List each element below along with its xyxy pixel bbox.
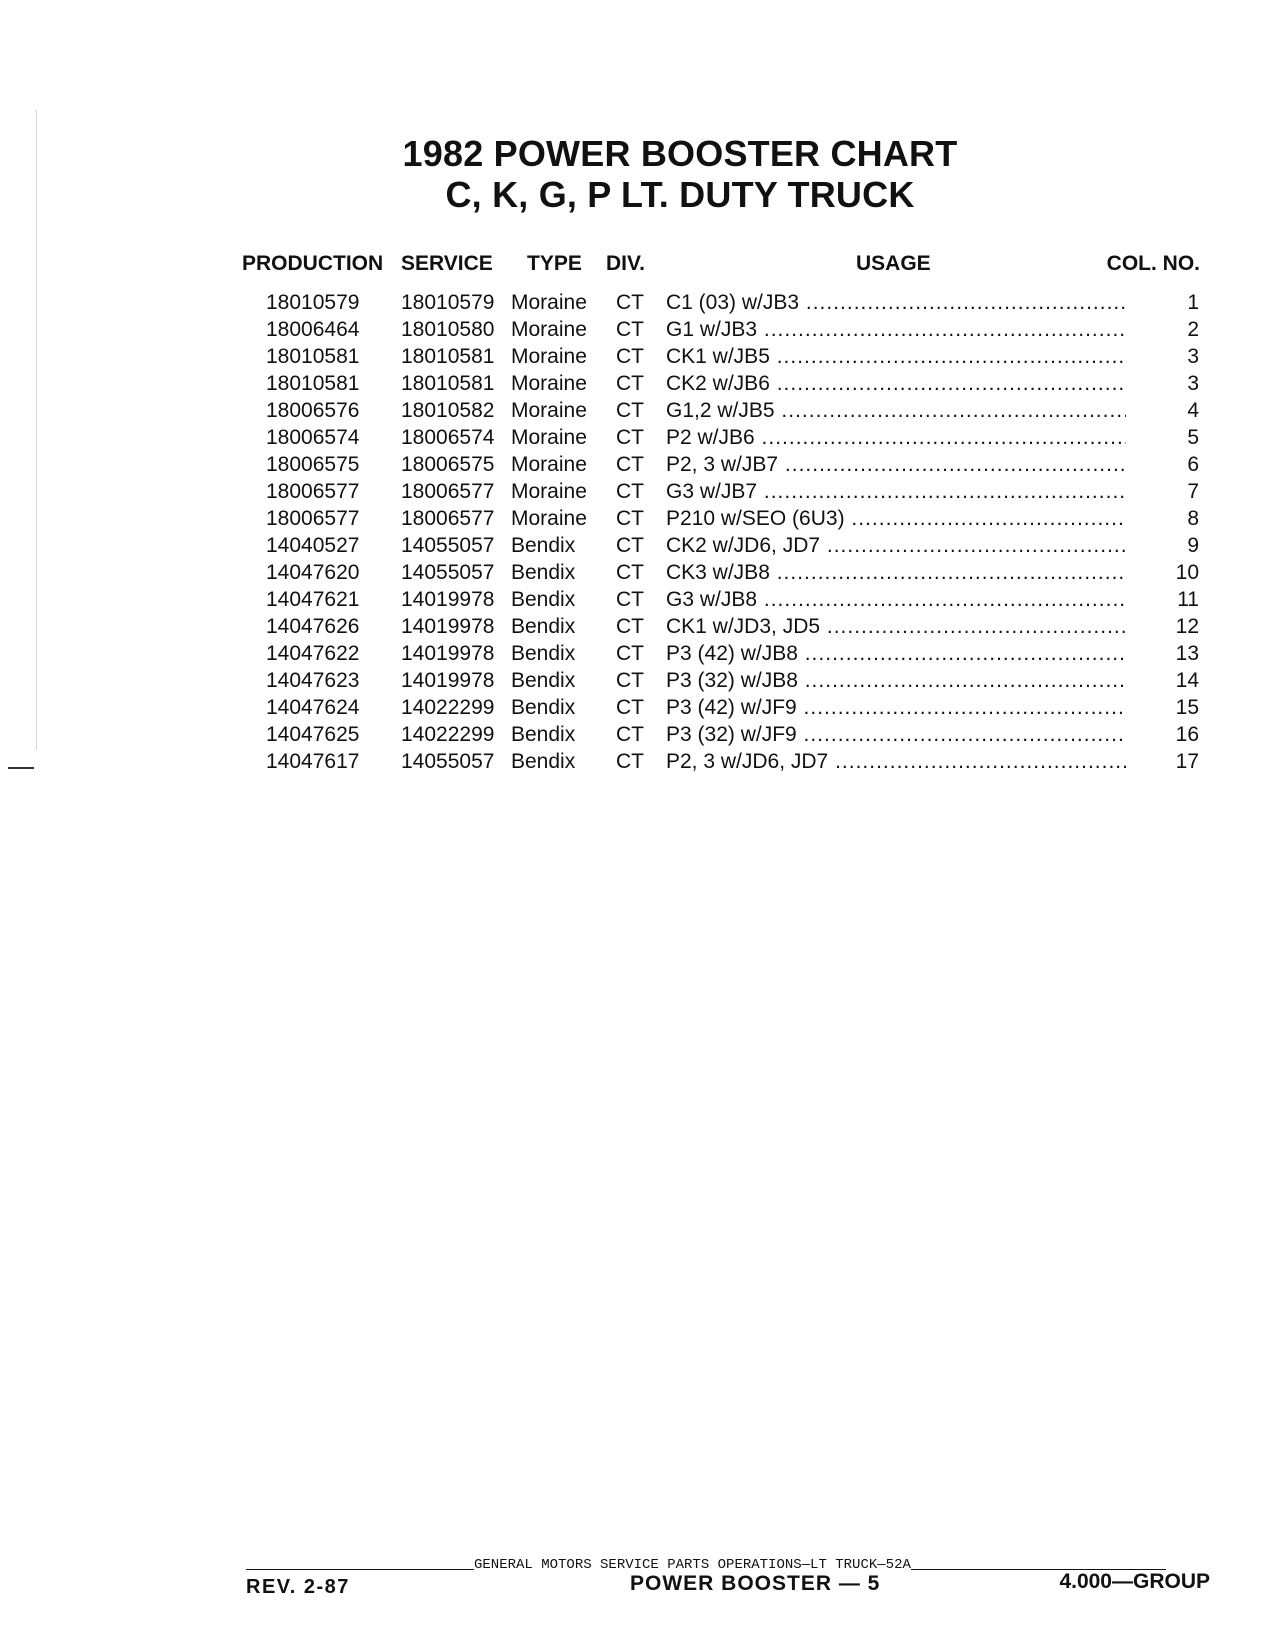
cell-usage: C1 (03) w/JB3 ..... [666,289,1126,316]
cell-service: 18006575 [401,453,495,476]
cell-production: 18010581 [266,372,360,395]
page-subtitle: C, K, G, P LT. DUTY TRUCK [445,174,915,215]
table-row [0,478,1280,505]
cell-usage: CK2 w/JB6 ..... [666,370,1126,397]
footer-section-title: POWER BOOSTER — 5 [630,1572,881,1595]
page-title: 1982 POWER BOOSTER CHART [402,133,958,174]
footer-publisher: GENERAL MOTORS SERVICE PARTS OPERATIONS—LT TRUCK—52A [474,1557,911,1573]
cell-div: CT [616,534,644,557]
cell-div: CT [616,507,644,530]
cell-div: CT [616,291,644,314]
cell-type: Moraine [511,507,587,530]
cell-col-no: 13 [1175,642,1199,665]
cell-col-no: 12 [1175,615,1199,638]
cell-div: CT [616,696,644,719]
cell-usage: P3 (42) w/JB8 ..... [666,640,1126,667]
cell-service: 14055057 [401,534,495,557]
cell-type: Moraine [511,318,587,341]
table-row [0,289,1280,316]
table-row [0,667,1280,694]
cell-service: 14019978 [401,642,495,665]
cell-col-no: 4 [1187,399,1199,422]
header-production: PRODUCTION [242,252,384,275]
header-type: TYPE [527,252,582,275]
cell-service: 18006577 [401,507,495,530]
table-row [0,316,1280,343]
cell-service: 18006574 [401,426,495,449]
cell-col-no: 16 [1175,723,1199,746]
cell-production: 18006577 [266,507,360,530]
cell-service: 18010579 [401,291,495,314]
cell-type: Moraine [511,453,587,476]
cell-type: Bendix [511,750,576,773]
cell-type: Moraine [511,399,587,422]
cell-production: 18006464 [266,318,360,341]
cell-production: 14047622 [266,642,360,665]
cell-production: 14047621 [266,588,360,611]
header-service: SERVICE [401,252,493,275]
cell-usage: P2, 3 w/JB7 ..... [666,451,1126,478]
header-div: DIV. [606,252,645,275]
cell-usage: G1 w/JB3 ..... [666,316,1126,343]
cell-div: CT [616,345,644,368]
cell-col-no: 14 [1175,669,1199,692]
footer-revision: REV. 2-87 [246,1576,350,1598]
table-row [0,505,1280,532]
cell-production: 14047624 [266,696,360,719]
cell-type: Moraine [511,291,587,314]
cell-type: Moraine [511,480,587,503]
cell-div: CT [616,372,644,395]
cell-usage: P3 (32) w/JF9 ..... [666,721,1126,748]
cell-production: 14047620 [266,561,360,584]
cell-usage: P210 w/SEO (6U3) ..... [666,505,1126,532]
cell-service: 18010581 [401,345,495,368]
table-row [0,748,1280,775]
cell-col-no: 17 [1175,750,1199,773]
cell-usage: G3 w/JB8 ..... [666,586,1126,613]
cell-production: 18006576 [266,399,360,422]
cell-usage: P3 (42) w/JF9 ..... [666,694,1126,721]
cell-col-no: 9 [1187,534,1199,557]
cell-production: 14047625 [266,723,360,746]
cell-production: 14047623 [266,669,360,692]
table-row [0,397,1280,424]
cell-usage: P3 (32) w/JB8 ..... [666,667,1126,694]
cell-type: Moraine [511,426,587,449]
cell-col-no: 8 [1187,507,1199,530]
cell-service: 18006577 [401,480,495,503]
cell-div: CT [616,669,644,692]
cell-production: 14047617 [266,750,360,773]
cell-usage: CK1 w/JB5 ..... [666,343,1126,370]
cell-production: 18006577 [266,480,360,503]
cell-service: 14022299 [401,696,495,719]
table-row [0,343,1280,370]
cell-usage: P2, 3 w/JD6, JD7 ..... [666,748,1126,775]
cell-production: 18006575 [266,453,360,476]
cell-type: Bendix [511,588,576,611]
cell-service: 14055057 [401,750,495,773]
cell-service: 14055057 [401,561,495,584]
header-col-no: COL. NO. [1106,252,1200,275]
cell-div: CT [616,642,644,665]
cell-col-no: 11 [1177,588,1199,611]
header-usage: USAGE [856,252,931,275]
cell-production: 14047626 [266,615,360,638]
cell-production: 18010579 [266,291,360,314]
cell-div: CT [616,480,644,503]
cell-type: Moraine [511,345,587,368]
cell-div: CT [616,426,644,449]
cell-col-no: 15 [1175,696,1199,719]
cell-div: CT [616,588,644,611]
cell-service: 14019978 [401,669,495,692]
cell-usage: G1,2 w/JB5 ..... [666,397,1126,424]
cell-div: CT [616,615,644,638]
cell-col-no: 1 [1187,291,1199,314]
cell-service: 18010582 [401,399,495,422]
cell-usage: CK2 w/JD6, JD7 ..... [666,532,1126,559]
cell-production: 14040527 [266,534,360,557]
cell-col-no: 10 [1175,561,1199,584]
table-row [0,424,1280,451]
booster-table [0,289,1280,775]
cell-service: 18010581 [401,372,495,395]
cell-usage: CK3 w/JB8 ..... [666,559,1126,586]
table-row [0,721,1280,748]
cell-col-no: 3 [1187,372,1199,395]
cell-col-no: 5 [1187,426,1199,449]
table-row [0,532,1280,559]
table-row [0,451,1280,478]
table-row [0,613,1280,640]
cell-service: 14022299 [401,723,495,746]
cell-div: CT [616,723,644,746]
cell-type: Bendix [511,642,576,665]
cell-type: Bendix [511,534,576,557]
cell-col-no: 6 [1187,453,1199,476]
cell-div: CT [616,453,644,476]
cell-div: CT [616,750,644,773]
table-row [0,559,1280,586]
cell-usage: P2 w/JB6 ..... [666,424,1126,451]
footer-group: 4.000—GROUP [1059,1570,1210,1593]
cell-type: Bendix [511,723,576,746]
cell-production: 18010581 [266,345,360,368]
table-row [0,694,1280,721]
cell-service: 18010580 [401,318,495,341]
cell-service: 14019978 [401,588,495,611]
cell-col-no: 7 [1187,480,1199,503]
cell-service: 14019978 [401,615,495,638]
cell-type: Bendix [511,696,576,719]
cell-usage: CK1 w/JD3, JD5 ..... [666,613,1126,640]
cell-col-no: 2 [1187,318,1199,341]
cell-type: Bendix [511,561,576,584]
cell-usage: G3 w/JB7 ..... [666,478,1126,505]
cell-type: Bendix [511,615,576,638]
cell-col-no: 3 [1187,345,1199,368]
cell-div: CT [616,318,644,341]
cell-div: CT [616,399,644,422]
table-row [0,586,1280,613]
cell-div: CT [616,561,644,584]
table-row [0,370,1280,397]
cell-type: Moraine [511,372,587,395]
cell-production: 18006574 [266,426,360,449]
cell-type: Bendix [511,669,576,692]
table-row [0,640,1280,667]
